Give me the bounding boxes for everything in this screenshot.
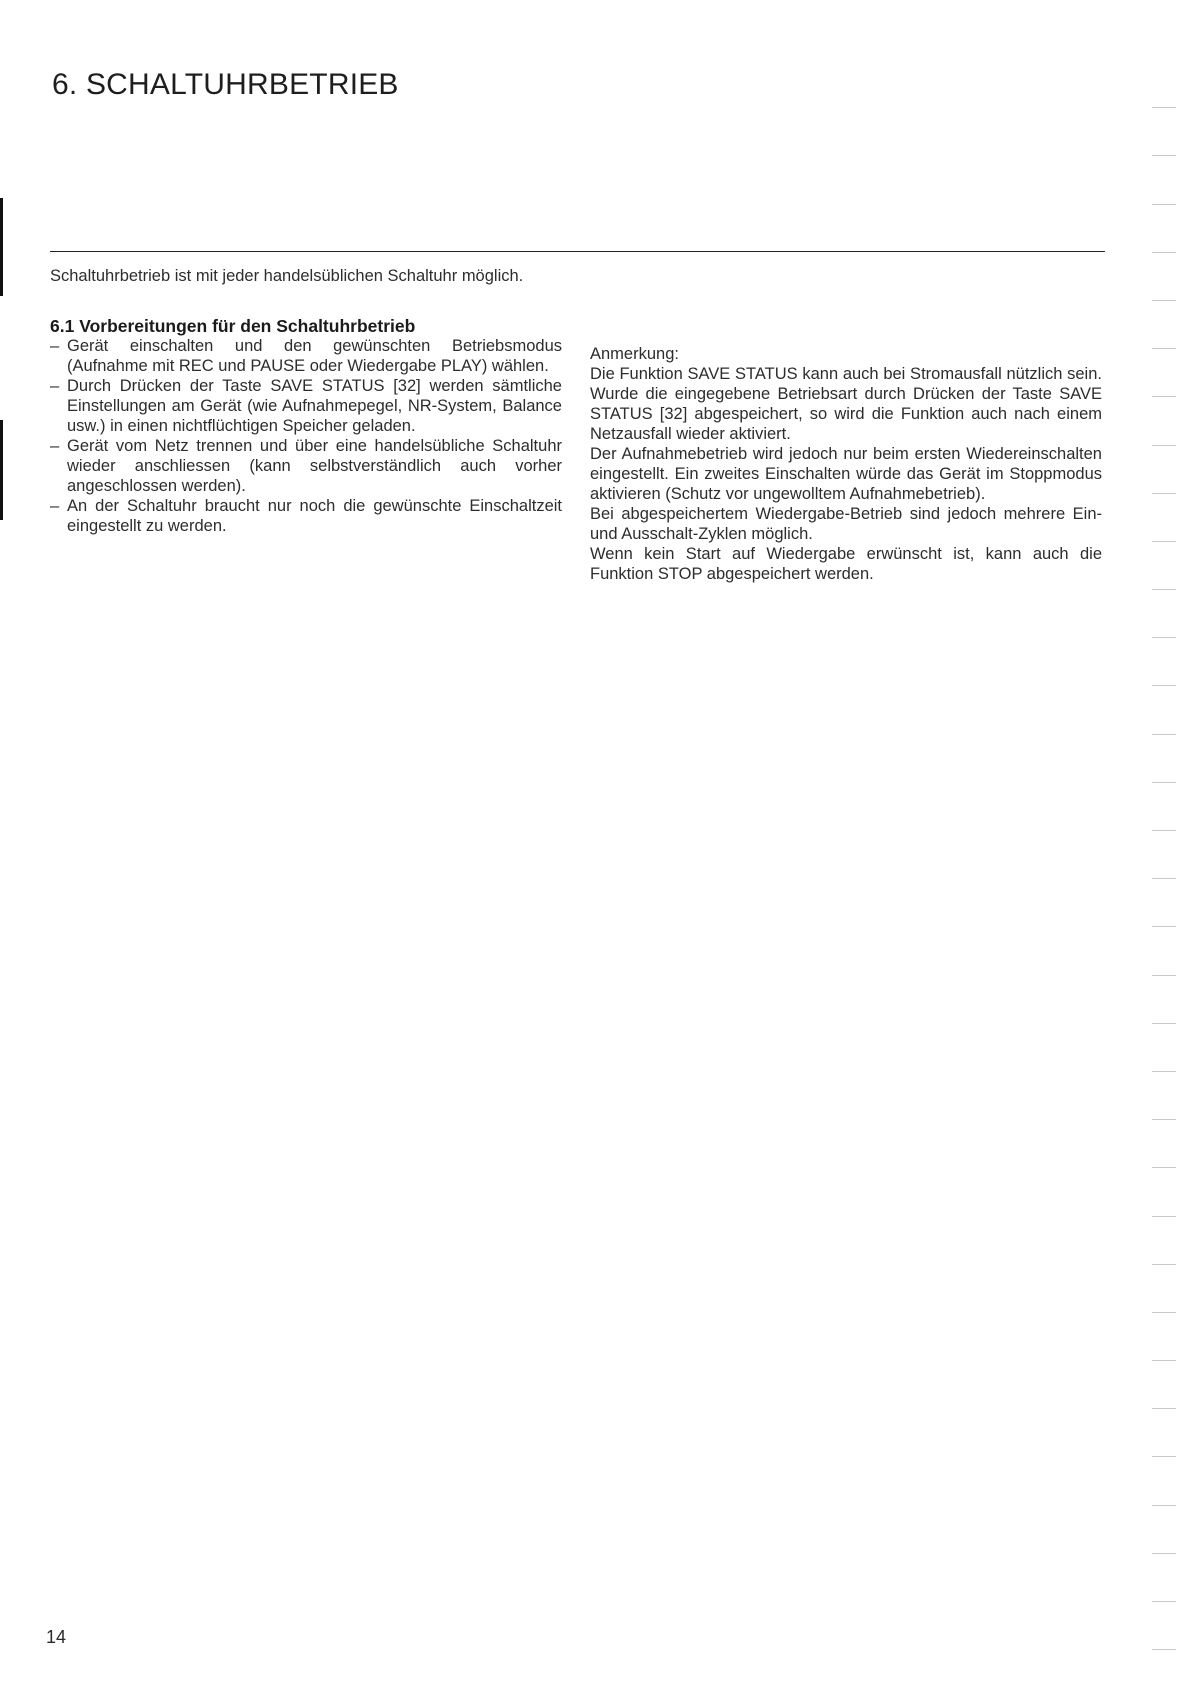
margin-tick xyxy=(1152,60,1176,108)
margin-tick xyxy=(1152,1409,1176,1457)
margin-tick xyxy=(1152,879,1176,927)
margin-tick xyxy=(1152,542,1176,590)
margin-tick xyxy=(1152,494,1176,542)
margin-tick xyxy=(1152,156,1176,204)
note-paragraph: Die Funktion SAVE STATUS kann auch bei Stromausfall nützlich sein. Wurde die eingegebene Betriebsart durch Drücken der Taste SAVE STATUS [32] abgespeichert, so wird die Funktion auch nach einem Netzausfall wieder aktiviert. xyxy=(590,365,1102,443)
margin-tick xyxy=(1152,253,1176,301)
right-column xyxy=(590,344,1102,584)
binding-mark xyxy=(0,420,3,520)
margin-tick xyxy=(1152,1554,1176,1602)
binding-mark xyxy=(0,198,3,296)
list-item: – Gerät einschalten und den gewünschten Betriebsmodus (Aufnahme mit REC und PAUSE oder Wiedergabe PLAY) wählen. xyxy=(50,336,562,376)
margin-tick xyxy=(1152,1457,1176,1505)
margin-tick-marks xyxy=(1152,60,1176,1660)
section-heading: 6.1 Vorbereitungen für den Schaltuhrbetrieb xyxy=(50,316,416,336)
margin-tick xyxy=(1152,976,1176,1024)
list-item: – An der Schaltuhr braucht nur noch die gewünschte Einschaltzeit eingestellt zu werden. xyxy=(50,496,562,536)
margin-tick xyxy=(1152,1265,1176,1313)
margin-tick xyxy=(1152,1168,1176,1216)
list-item: – Durch Drücken der Taste SAVE STATUS [32] werden sämtliche Einstellungen am Gerät (wie Aufnahmepegel, NR-System, Balance usw.) in einen nichtflüchtigen Speicher geladen. xyxy=(50,376,562,436)
margin-tick xyxy=(1152,1120,1176,1168)
margin-tick xyxy=(1152,783,1176,831)
margin-tick xyxy=(1152,397,1176,445)
list-item: – Gerät vom Netz trennen und über eine handelsübliche Schaltuhr wieder anschliessen (kann selbstverständlich auch vorher angeschlossen werden). xyxy=(50,436,562,496)
page-number: 14 xyxy=(46,1627,67,1647)
margin-tick xyxy=(1152,686,1176,734)
note-paragraph: Bei abgespeichertem Wiedergabe-Betrieb sind jedoch mehrere Ein- und Ausschalt-Zyklen möglich. xyxy=(590,505,1102,543)
margin-tick xyxy=(1152,108,1176,156)
margin-tick xyxy=(1152,1602,1176,1650)
instruction-list xyxy=(50,336,562,536)
margin-tick xyxy=(1152,1506,1176,1554)
left-column xyxy=(50,266,562,536)
intro-paragraph: Schaltuhrbetrieb ist mit jeder handelsüblichen Schaltuhr möglich. xyxy=(50,267,524,285)
margin-tick xyxy=(1152,638,1176,686)
page-title: 6. SCHALTUHRBETRIEB xyxy=(52,68,399,101)
note-paragraph: Der Aufnahmebetrieb wird jedoch nur beim ersten Wiedereinschalten eingestellt. Ein zweites Einschalten würde das Gerät im Stoppmodus aktivieren (Schutz vor ungewolltem Aufnahmebetrieb). xyxy=(590,445,1102,503)
margin-tick xyxy=(1152,831,1176,879)
margin-tick xyxy=(1152,446,1176,494)
margin-tick xyxy=(1152,1072,1176,1120)
note-label: Anmerkung: xyxy=(590,345,679,363)
margin-tick xyxy=(1152,735,1176,783)
margin-tick xyxy=(1152,349,1176,397)
margin-tick xyxy=(1152,1024,1176,1072)
margin-tick xyxy=(1152,205,1176,253)
margin-tick xyxy=(1152,1313,1176,1361)
note-paragraph: Wenn kein Start auf Wiedergabe erwünscht ist, kann auch die Funktion STOP abgespeichert werden. xyxy=(590,545,1102,583)
margin-tick xyxy=(1152,1361,1176,1409)
margin-tick xyxy=(1152,1217,1176,1265)
margin-tick xyxy=(1152,301,1176,349)
margin-tick xyxy=(1152,927,1176,975)
margin-tick xyxy=(1152,590,1176,638)
header-rule xyxy=(50,251,1105,252)
